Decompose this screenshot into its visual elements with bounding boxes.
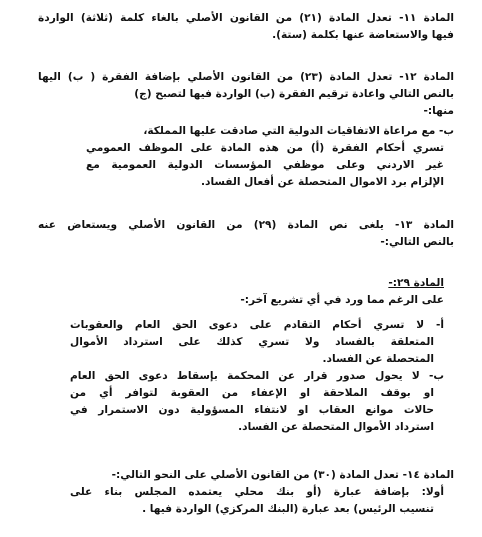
article-29-para-b-line-3: حالات موانع العقاب او لانتفاء المسؤولية دون الاستمرار في bbox=[70, 404, 434, 416]
article-14-line-3: تنسيب الرئيس) بعد عبارة (البنك المركزي) الواردة فيها . bbox=[142, 503, 434, 515]
article-11-line-2: فيها والاستعاضة عنها بكلمة (ستة). bbox=[272, 29, 454, 41]
article-12-line-2: بالنص التالي واعادة ترقيم الفقرة (ب) الواردة فيها لتصبح (ج) bbox=[134, 88, 454, 100]
article-13-line-2: بالنص التالي:- bbox=[380, 236, 454, 248]
article-29-para-a-line-3: المتحصلة عن الفساد. bbox=[322, 353, 434, 365]
article-29-para-a-line-1: أ- لا تسري أحكام التقادم على دعوى الحق العام والعقوبات bbox=[70, 319, 444, 331]
article-14-line-1: المادة ١٤- تعدل المادة (٣٠) من القانون الأصلي على النحو التالي:- bbox=[111, 469, 454, 481]
article-12-para-b-line-2: تسري أحكام الفقرة (أ) من هذه المادة على الموظف العمومي bbox=[86, 142, 444, 154]
article-11-line-1: المادة ١١- تعدل المادة (٢١) من القانون الأصلي بالغاء كلمة (ثلاثة) الواردة bbox=[38, 12, 454, 24]
article-29-para-b-line-4: استرداد الأموال المتحصلة عن الفساد. bbox=[238, 421, 434, 433]
article-29-para-a-line-2: المتعلقة بالفساد ولا تسري كذلك على استرداد الأموال bbox=[70, 336, 434, 348]
article-29-heading: المادة ٢٩:- bbox=[388, 277, 444, 289]
article-12-line-3: منها:- bbox=[423, 105, 454, 117]
article-29-para-b-line-1: ب- لا يحول صدور قرار عن المحكمة بإسقاط دعوى الحق العام bbox=[70, 370, 444, 382]
article-29-intro: على الرغم مما ورد في أي تشريع آخر:- bbox=[240, 294, 444, 306]
article-13-line-1: المادة ١٣- يلغى نص المادة (٢٩) من القانون الأصلي ويستعاض عنه bbox=[38, 219, 454, 231]
article-14-line-2: أولا: بإضافة عبارة (أو بنك محلي يعتمده المجلس بناء على bbox=[70, 486, 444, 498]
article-12-para-b-line-1: ب- مع مراعاة الاتفاقيات الدولية التي صادقت عليها المملكة، bbox=[143, 125, 454, 137]
article-12-line-1: المادة ١٢- تعدل المادة (٢٣) من القانون الأصلي بإضافة الفقرة ( ب) اليها bbox=[38, 71, 454, 83]
article-29-para-b-line-2: او بوقف الملاحقة او الإعفاء من العقوبة لتوافر أي من bbox=[70, 387, 434, 399]
article-12-para-b-line-4: الإلزام برد الاموال المتحصلة عن أفعال الفساد. bbox=[201, 176, 444, 188]
article-12-para-b-line-3: غير الاردني وعلى موظفي المؤسسات الدولية العمومية مع bbox=[86, 159, 444, 171]
